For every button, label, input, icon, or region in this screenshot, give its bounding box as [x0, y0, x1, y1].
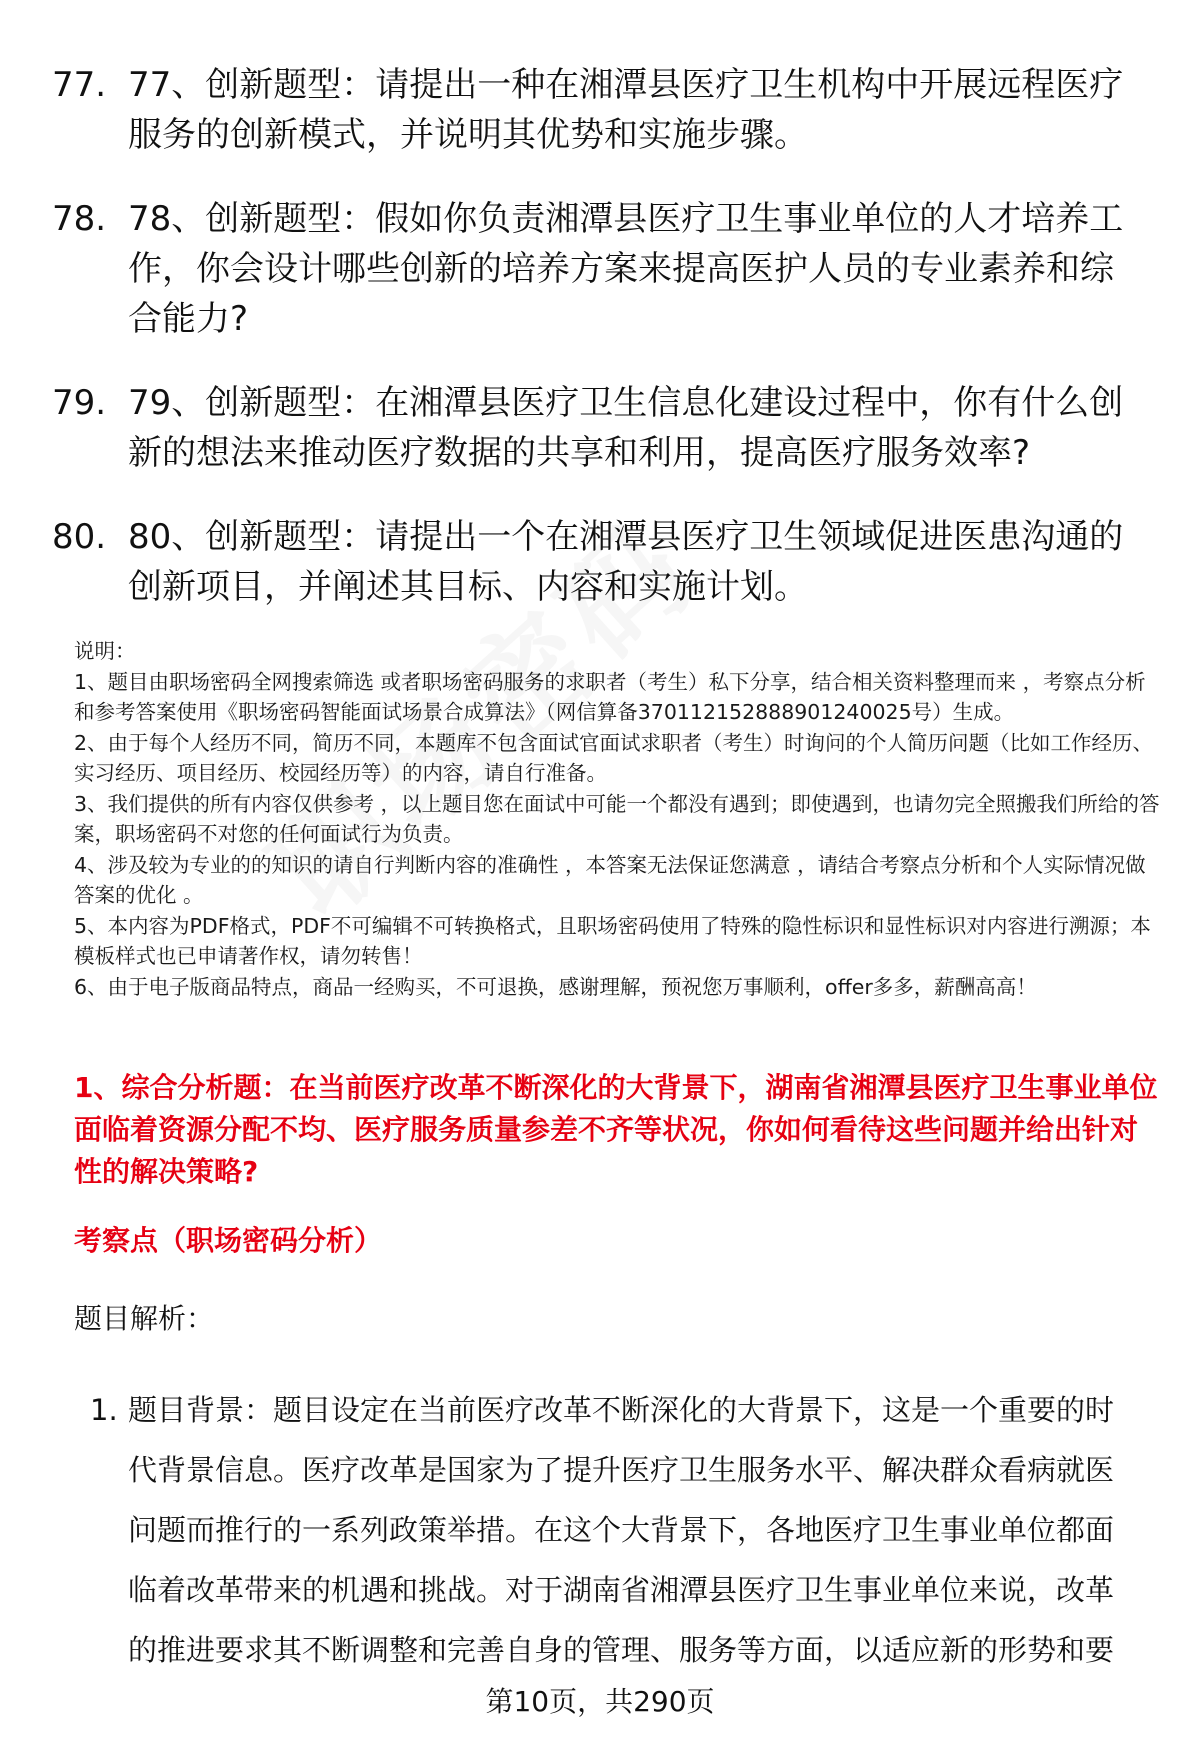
question-item — [0, 512, 1200, 612]
question-text: 78、创新题型：假如你负责湘潭县医疗卫生事业单位的人才培养工作，你会设计哪些创新的培养方案来提高医护人员的专业素养和综合能力? — [128, 199, 1124, 339]
question-item — [0, 378, 1200, 478]
exam-point-heading: 考察点（职场密码分析） — [74, 1224, 383, 1257]
question-text: 80、创新题型：请提出一个在湘潭县医疗卫生领域促进医患沟通的创新项目，并阐述其目标、内容和实施计划。 — [128, 517, 1124, 607]
note-item: 4、涉及较为专业的的知识的请自行判断内容的准确性 ，本答案无法保证您满意 ，请结合考察点分析和个人实际情况做答案的优化 。 — [74, 852, 1146, 907]
question-item — [0, 60, 1200, 160]
note-item: 6、由于电子版商品特点，商品一经购买，不可退换，感谢理解，预祝您万事顺利，offer多多，薪酬高高！ — [74, 974, 1037, 999]
note-item: 5、本内容为PDF格式，PDF不可编辑不可转换格式，且职场密码使用了特殊的隐性标识和显性标识对内容进行溯源；本模板样式也已申请著作权，请勿转售！ — [74, 913, 1151, 968]
question-number: 80. — [52, 517, 107, 557]
analysis-number: 1. — [90, 1393, 118, 1427]
analysis-text: 题目背景：题目设定在当前医疗改革不断深化的大背景下，这是一个重要的时代背景信息。医疗改革是国家为了提升医疗卫生服务水平、解决群众看病就医问题而推行的一系列政策举措。在这个大背景下，各地医疗卫生事业单位都面临着改革带来的机遇和挑战。对于湖南省湘潭县医疗卫生事业单位来说，改革的推进要求其不断调整和完善自身的管理、服务等方面，以适应新的形势和要 — [128, 1393, 1115, 1667]
analysis-paragraph — [90, 1380, 1140, 1680]
note-item: 1、题目由职场密码全网搜索筛选 或者职场密码服务的求职者（考生）私下分享，结合相关资料整理而来 ，考察点分析和参考答案使用《职场密码智能面试场景合成算法》（网信算备370112152888901240025号）生成。 — [74, 669, 1146, 724]
question-text: 79、创新题型：在湘潭县医疗卫生信息化建设过程中，你有什么创新的想法来推动医疗数据的共享和利用，提高医疗服务效率? — [128, 383, 1124, 473]
notes-title: 说明： — [74, 639, 136, 663]
note-item: 2、由于每个人经历不同，简历不同，本题库不包含面试官面试求职者（考生）时询问的个人简历问题（比如工作经历、实习经历、项目经历、校园经历等）的内容，请自行准备。 — [74, 730, 1154, 785]
note-item: 3、我们提供的所有内容仅供参考 ，以上题目您在面试中可能一个都没有遇到；即使遇到，也请勿完全照搬我们所给的答案，职场密码不对您的任何面试行为负责。 — [74, 791, 1160, 846]
question-item — [0, 194, 1200, 344]
question-number: 77. — [52, 65, 107, 105]
question-list — [0, 60, 1200, 646]
main-question: 1、综合分析题：在当前医疗改革不断深化的大背景下，湖南省湘潭县医疗卫生事业单位面临着资源分配不均、医疗服务质量参差不齐等状况，你如何看待这些问题并给出针对性的解决策略? — [74, 1071, 1158, 1188]
notes-section — [74, 636, 1164, 1002]
question-number: 79. — [52, 383, 107, 423]
page-footer: 第10页，共290页 — [485, 1685, 715, 1718]
question-text: 77、创新题型：请提出一种在湘潭县医疗卫生机构中开展远程医疗服务的创新模式，并说明其优势和实施步骤。 — [128, 65, 1124, 155]
question-number: 78. — [52, 199, 107, 239]
analysis-label: 题目解析： — [74, 1302, 215, 1335]
